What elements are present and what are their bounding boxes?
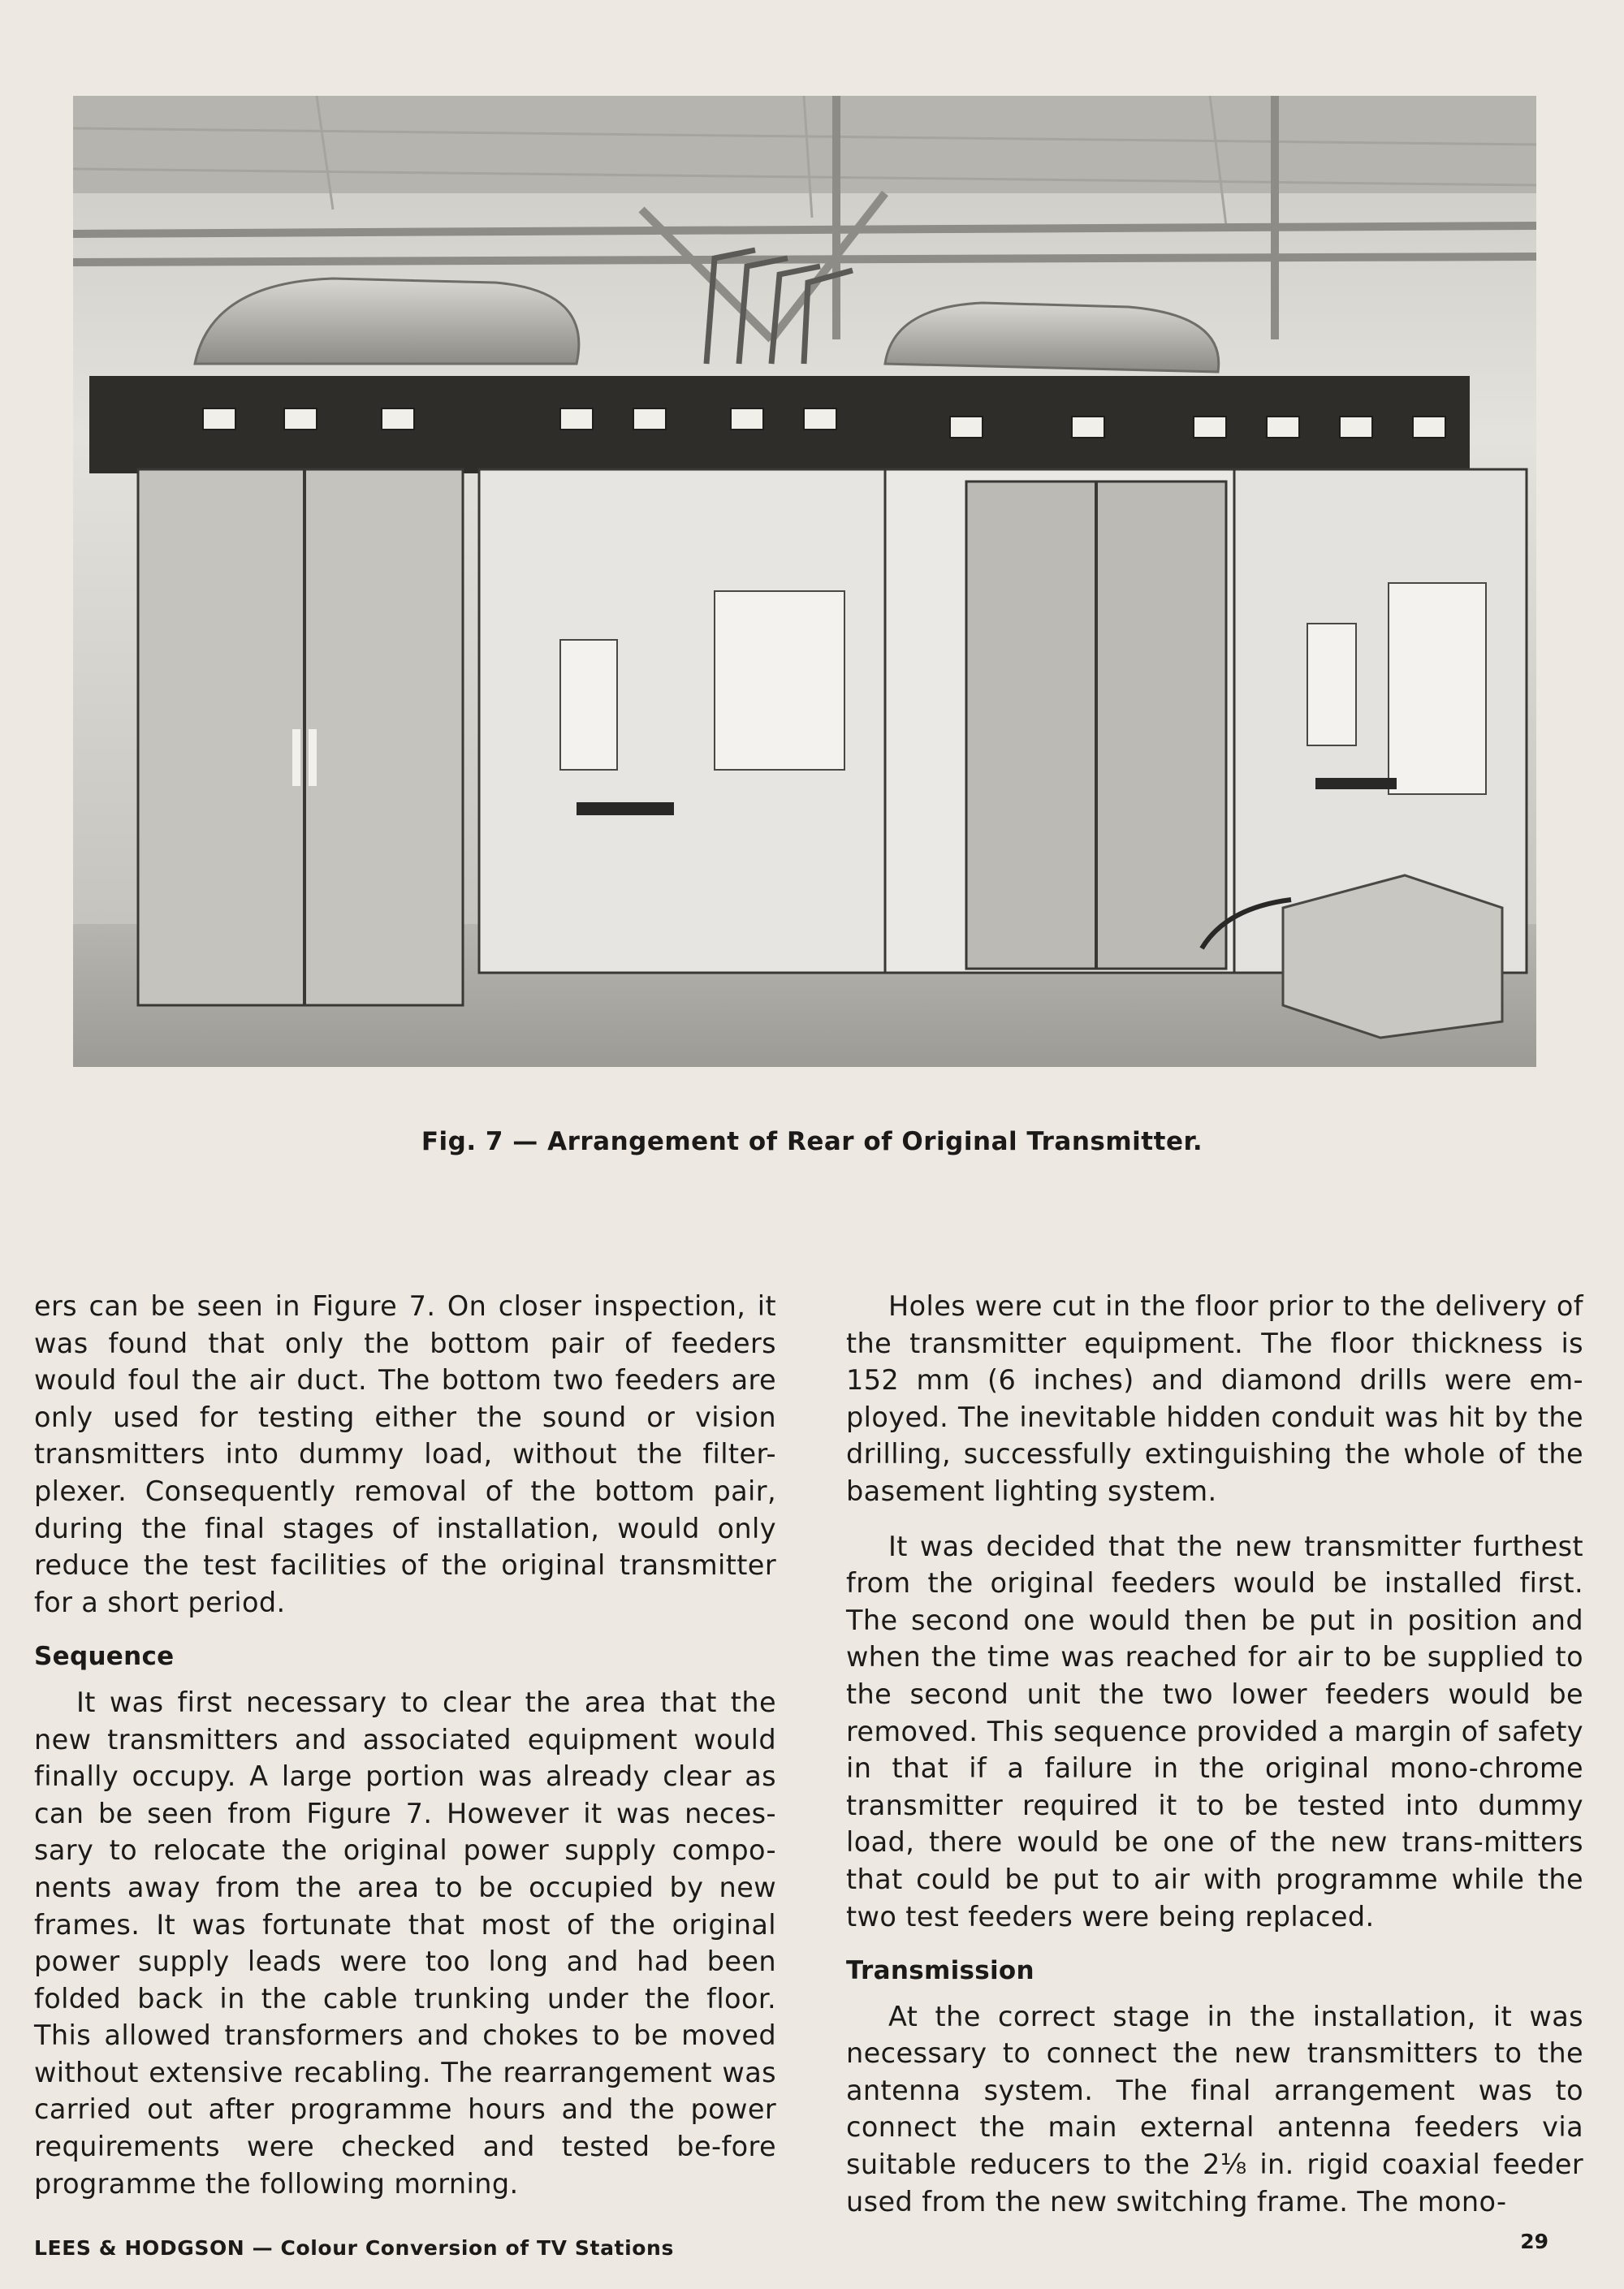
heading-transmission: Transmission <box>846 1956 1034 1986</box>
figure-caption: Fig. 7 — Arrangement of Rear of Original Transmitter. <box>421 1127 1203 1156</box>
right-paragraph-2: It was decided that the new transmitter furthest from the original feeders would be installed first. The second one would then be put in position and when the time was reached for air to be supplied to the second unit the two lower feeders would be removed. This sequence provided a margin of safety in that if a failure in the original mono-chrome transmitter required it to be tested into dummy load, there would be one of the new trans-mitters that could be put to air with programme while the two test feeders were being replaced. <box>846 1530 1583 1933</box>
left-column <box>34 1288 776 2220</box>
transmitter-photo <box>73 96 1536 1067</box>
running-title: LEES & HODGSON — Colour Conversion of TV Stations <box>34 2236 674 2260</box>
transmitter-photo-drawing <box>73 96 1536 1067</box>
right-paragraph-3: At the correct stage in the installation, it was necessary to connect the new transmitters to the antenna system. The final arrangement was to connect the main external antenna feeders via suitable reducers to the 2⅛ in. rigid coaxial feeder used from the new switching frame. The mono- <box>846 2000 1583 2218</box>
left-paragraph-2: It was first necessary to clear the area that the new transmitters and associated equipment would finally occupy. A large portion was already clear as can be seen from Figure 7. However it was neces-sary to relocate the original power supply compo-nents away from the area to be occupied by new frames. It was fortunate that most of the original power supply leads were too long and had been folded back in the cable trunking under the floor. This allowed transformers and chokes to be moved without extensive recabling. The rearrangement was carried out after programme hours and the power requirements were checked and tested be-fore programme the following morning. <box>34 1686 776 2200</box>
page-number: 29 <box>1520 2230 1548 2253</box>
right-column <box>846 1288 1583 2238</box>
heading-sequence: Sequence <box>34 1642 175 1672</box>
left-paragraph-1: ers can be seen in Figure 7. On closer inspection, it was found that only the bottom pair of feeders would foul the air duct. The bottom two feeders are only used for testing either the sound or vision transmitters into dummy load, without the filter-plexer. Consequently removal of the bottom pair, during the final stages of installation, would only reduce the test facilities of the original transmitter for a short period. <box>34 1290 776 1618</box>
right-paragraph-1: Holes were cut in the floor prior to the delivery of the transmitter equipment. The floor thickness is 152 mm (6 inches) and diamond drills were em-ployed. The inevitable hidden conduit was hit by the drilling, successfully extinguishing the whole of the basement lighting system. <box>846 1290 1583 1507</box>
